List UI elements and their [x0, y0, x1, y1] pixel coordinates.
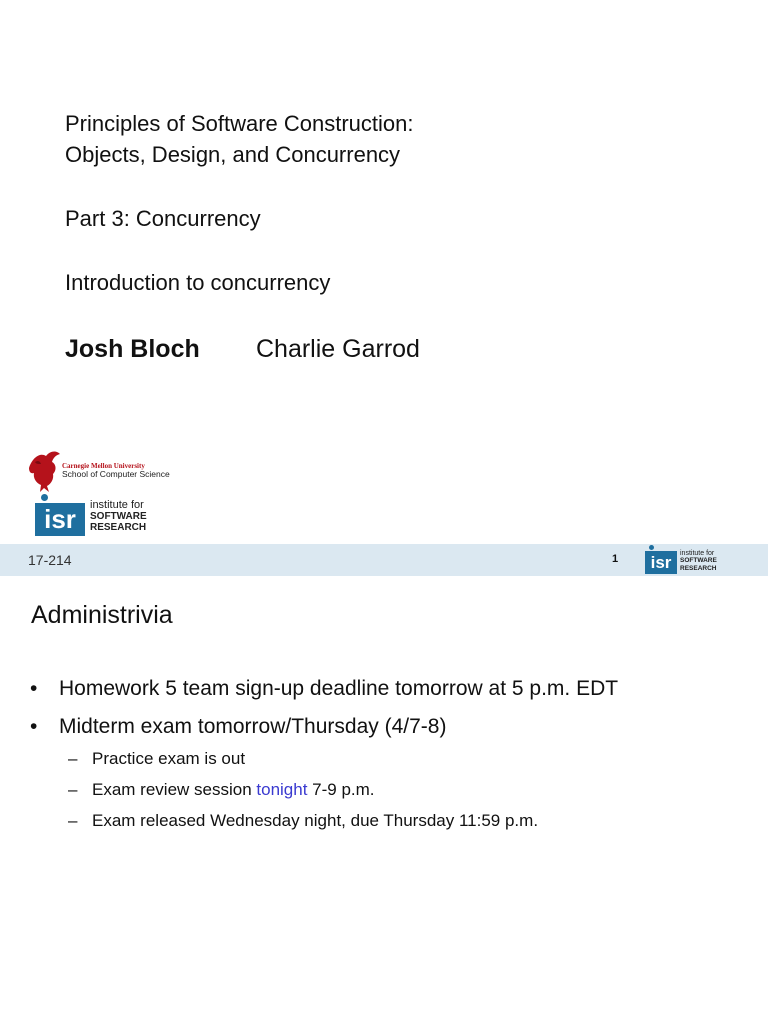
slide-title: Administrivia — [31, 601, 173, 629]
isr-footer-line2: SOFTWARE — [680, 557, 717, 564]
bullet-item — [30, 714, 730, 740]
isr-logo — [35, 494, 147, 536]
course-number: 17-214 — [28, 552, 72, 568]
cmu-griffin-icon — [26, 448, 62, 492]
isr-footer-logo — [645, 545, 717, 574]
sub-text-suffix: 7-9 p.m. — [307, 780, 375, 799]
bullet-marker: • — [30, 677, 38, 700]
bullet-marker: • — [30, 715, 38, 738]
page-number: 1 — [612, 553, 619, 565]
isr-line1: institute for — [90, 499, 144, 511]
sub-text: Practice exam is out — [92, 749, 246, 768]
lecture-topic: Introduction to concurrency — [65, 270, 331, 295]
cmu-logo-line2: School of Computer Science — [62, 469, 170, 479]
cmu-logo — [26, 448, 176, 492]
course-title-line1: Principles of Software Construction: — [65, 111, 414, 136]
course-title-line2: Objects, Design, and Concurrency — [65, 142, 401, 167]
part-label: Part 3: Concurrency — [65, 206, 261, 231]
sub-text-prefix: Exam review session — [92, 780, 257, 799]
isr-logo-icon: isr — [645, 545, 677, 574]
tonight-link[interactable]: tonight — [256, 780, 308, 799]
sub-marker: – — [68, 780, 78, 799]
isr-line3: RESEARCH — [90, 522, 147, 533]
bullet-item — [30, 676, 730, 702]
sub-marker: – — [68, 811, 78, 830]
authors — [65, 334, 420, 364]
isr-footer-line1: institute for — [680, 550, 715, 557]
administrivia-slide — [0, 576, 768, 1024]
slide-footer — [0, 544, 768, 576]
sub-marker: – — [68, 749, 78, 768]
author-primary: Josh Bloch — [65, 335, 200, 363]
sub-text: Exam released Wednesday night, due Thursday 11:59 p.m. — [92, 811, 539, 830]
author-secondary: Charlie Garrod — [256, 335, 420, 363]
isr-logo-icon: isr — [35, 494, 85, 536]
isr-footer-line3: RESEARCH — [680, 564, 717, 572]
isr-line2: SOFTWARE — [90, 511, 147, 522]
bullet-text: Homework 5 team sign-up deadline tomorrow at 5 p.m. EDT — [59, 677, 619, 700]
cmu-logo-line1: Carnegie Mellon University — [62, 462, 145, 470]
bullet-text: Midterm exam tomorrow/Thursday (4/7-8) — [59, 715, 447, 738]
